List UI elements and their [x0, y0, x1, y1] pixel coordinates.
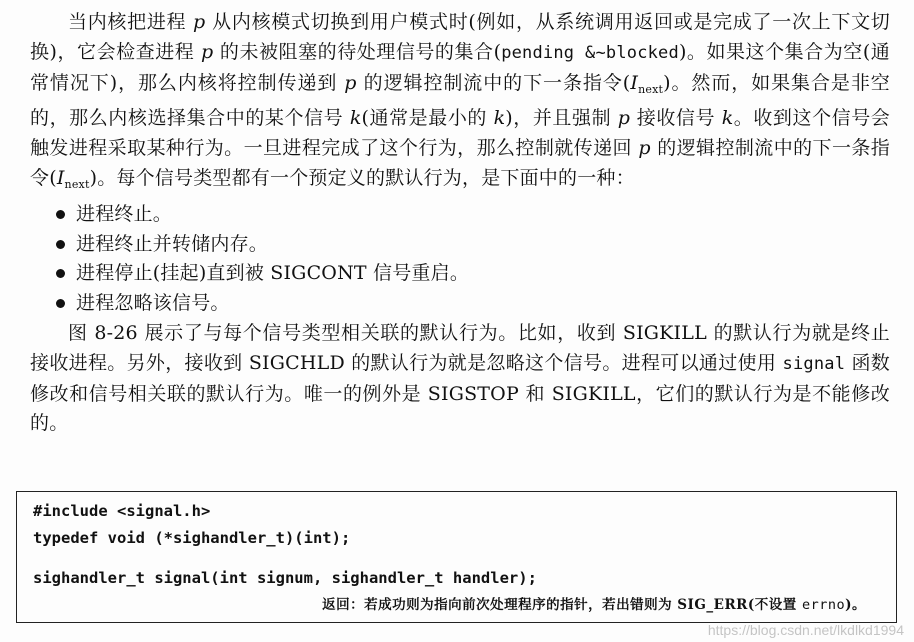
list-item [56, 200, 890, 230]
text-run: 图 8-26 展示了与每个信号类型相关联的默认行为。比如，收到 SIGKILL 的默认行为就是终止接收进程。另外，接收到 SIGCHLD 的默认行为就是忽略这个信号。进程可以通过使用 [30, 321, 890, 374]
code-line-include: #include <signal.h> [33, 502, 211, 520]
list-item [56, 259, 890, 289]
code-line-typedef: typedef void (*sighandler_t)(int); [33, 529, 351, 547]
text-run: )，并且强制 [505, 107, 618, 130]
text-run: (通常是最小的 [361, 107, 494, 130]
text-run: 从内核模式切换到用户模式时(例如，从系统调用返回或是完成了一次上下文切换)，它会检查进程 [30, 11, 890, 63]
code-block [33, 498, 537, 592]
text-run: )。如果这个集合为空(通常情况下)，那么内核将控制传递到 [30, 40, 890, 94]
return-value-note [322, 593, 866, 613]
text-run: )。每个信号类型都有一个预定义的默认行为，是下面中的一种： [89, 166, 635, 189]
text-run: 接收信号 [630, 107, 722, 130]
code-errno: errno [801, 597, 846, 613]
code-spacer [33, 552, 537, 565]
text-run: 。收到这个信号会触发进程采取某种行为。一旦进程完成了这个行为，那么控制就传递回 [30, 107, 890, 160]
text-run: 的逻辑控制流中的下一条指令( [356, 71, 631, 94]
math-var-p: p [200, 40, 214, 63]
list-item-text: 进程终止并转储内存。 [76, 232, 269, 255]
math-var-k: k [493, 107, 506, 130]
watermark: https://blog.csdn.net/lkdlkd1994 [707, 622, 904, 638]
text-run: 返回：若成功则为指向前次处理程序的指针，若出错则为 SIG_ERR(不设置 [322, 597, 802, 613]
text-run: 的逻辑控制流中的下一条指令( [30, 137, 890, 189]
list-item-text: 进程停止(挂起)直到被 SIGCONT 信号重启。 [76, 262, 470, 285]
list-item-text: 进程忽略该信号。 [76, 292, 230, 315]
text-run: )。 [845, 597, 866, 613]
bullet-icon [56, 299, 65, 308]
code-pending-blocked: pending &~blocked [501, 42, 679, 63]
code-line-signal-prototype: sighandler_t signal(int signum, sighandler_t handler); [33, 569, 537, 587]
math-var-p: p [617, 107, 631, 130]
paragraph-default-behaviors [30, 319, 890, 439]
text-run: )。然而，如果集合是非空的，那么内核选择集合中的某个信号 [30, 71, 890, 130]
subscript-next: next [638, 82, 664, 96]
math-var-k: k [349, 107, 362, 130]
math-var-I: I [56, 166, 65, 189]
default-actions-list [30, 200, 890, 319]
math-var-k: k [721, 107, 734, 130]
function-signature-box [16, 491, 897, 623]
math-var-I: I [630, 71, 639, 94]
list-item-text: 进程终止。 [76, 202, 173, 225]
bullet-icon [56, 240, 65, 249]
code-signal: signal [782, 353, 846, 374]
text-run: 函数修改和信号相关联的默认行为。唯一的例外是 SIGSTOP 和 SIGKILL，它们的默认行为是不能修改的。 [30, 351, 890, 435]
text-run: 当内核把进程 [68, 11, 194, 33]
paragraph-signal-delivery [30, 8, 890, 200]
bullet-icon [56, 269, 65, 278]
subscript-next: next [64, 177, 90, 191]
body-text [30, 8, 890, 439]
bullet-icon [56, 210, 65, 219]
math-var-p: p [344, 71, 357, 94]
list-item [56, 230, 890, 260]
math-var-p: p [638, 137, 651, 160]
text-run: 的未被阻塞的待处理信号的集合( [213, 40, 502, 63]
math-var-p: p [193, 11, 206, 33]
list-item [56, 289, 890, 319]
